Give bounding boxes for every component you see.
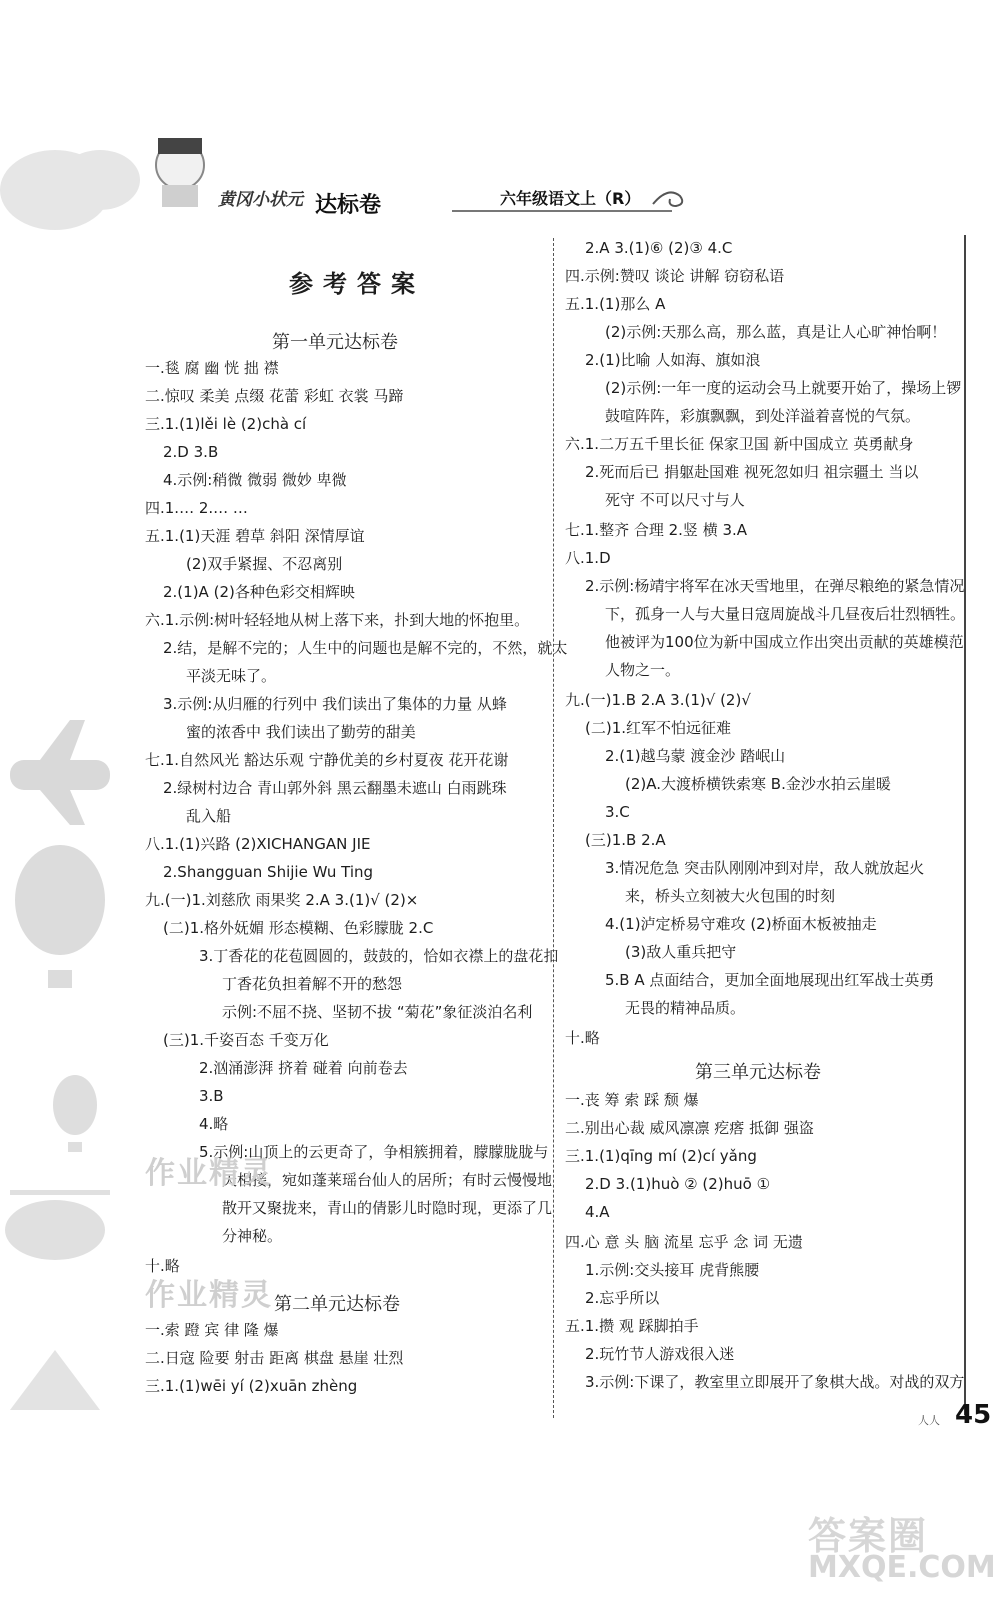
watermark-text: 作业精灵 <box>145 1278 273 1313</box>
unit1-line: 3.B <box>199 1087 224 1105</box>
unit2-line: 二.日寇 险要 射击 距离 棋盘 悬崖 壮烈 <box>145 1349 404 1367</box>
unit3-line: 2.玩竹节人游戏很入迷 <box>585 1345 735 1363</box>
unit1-line: (三)1.千姿百态 千变万化 <box>163 1031 329 1049</box>
unit1-line: 2.(1)A (2)各种色彩交相辉映 <box>163 583 355 601</box>
right-margin-border <box>964 235 982 1415</box>
unit2-line: 一.索 蹬 宾 律 隆 爆 <box>145 1321 279 1339</box>
unit1-line: 分神秘。 <box>222 1227 283 1245</box>
mascot-icon <box>140 130 220 210</box>
unit2-cont-line: 无畏的精神品质。 <box>625 999 746 1017</box>
unit1-line: 2.绿树村边合 青山郭外斜 黑云翻墨未遮山 白雨跳珠 <box>163 779 507 797</box>
unit1-line: 2.汹涌澎湃 挤着 碰着 向前卷去 <box>199 1059 408 1077</box>
helicopter-icon <box>5 1190 110 1260</box>
brand-logo: 黄冈小状元 <box>218 190 303 210</box>
unit2-cont-line: 2.(1)比喻 人如海、旗如浪 <box>585 351 761 369</box>
bottom-watermark: 答案圈 <box>808 1514 929 1558</box>
unit1-line: 九.(一)1.刘慈欣 雨果奖 2.A 3.(1)√ (2)× <box>145 891 419 909</box>
unit3-line: 三.1.(1)qīng mí (2)cí yǎng <box>565 1147 757 1165</box>
unit2-cont-line: (3)敌人重兵把守 <box>625 943 737 961</box>
unit2-cont-line: 2.(1)越乌蒙 渡金沙 踏岷山 <box>605 747 786 765</box>
unit3-line: 2.忘乎所以 <box>585 1289 660 1307</box>
unit3-line: 2.D 3.(1)huò ② (2)huō ① <box>585 1175 771 1193</box>
unit2-cont-line: 4.(1)泸定桥易守难攻 (2)桥面木板被抽走 <box>605 915 877 933</box>
unit1-line: 六.1.示例:树叶轻轻地从树上落下来，扑到大地的怀抱里。 <box>145 611 530 629</box>
unit3-line: 1.示例:交头接耳 虎背熊腰 <box>585 1261 760 1279</box>
unit1-line: (2)双手紧握、不忍离别 <box>186 555 343 573</box>
unit1-line: 蜜的浓香中 我们读出了勤劳的甜美 <box>186 723 416 741</box>
unit1-line: 示例:不屈不挠、坚韧不拔 “菊花”象征淡泊名利 <box>222 1003 533 1021</box>
cloud-icon <box>0 150 140 230</box>
unit2-cont-line: 九.(一)1.B 2.A 3.(1)√ (2)√ <box>565 691 751 709</box>
unit1-line: 三.1.(1)lěi lè (2)chà cí <box>145 415 307 433</box>
unit1-line: 四.1.… 2.… … <box>145 499 248 517</box>
unit2-cont-line: 四.示例:赞叹 谈论 讲解 窃窃私语 <box>565 267 785 285</box>
house-icon <box>10 1350 100 1410</box>
unit2-cont-line: 八.1.D <box>565 549 611 567</box>
hot-air-balloon-icon <box>15 845 105 988</box>
unit2-cont-line: 2.A 3.(1)⑥ (2)③ 4.C <box>585 239 733 257</box>
unit2-cont-line: 他被评为100位为新中国成立作出突出贡献的英雄模范 <box>605 633 964 651</box>
unit1-line: 2.D 3.B <box>163 443 219 461</box>
unit2-cont-line: 六.1.二万五千里长征 保家卫国 新中国成立 英勇献身 <box>565 435 914 453</box>
unit1-line: 4.示例:稍微 微弱 微妙 卑微 <box>163 471 347 489</box>
swirl-icon <box>648 184 688 214</box>
unit1-line: 2.结，是解不完的；人生中的问题也是解不完的，不然，就太 <box>163 639 568 657</box>
watermark-text: 作业精灵 <box>145 1156 273 1191</box>
unit2-cont-line: 来，桥头立刻被大火包围的时刻 <box>625 887 836 905</box>
unit1-line: 4.略 <box>199 1115 229 1133</box>
unit2-cont-line: 5.B A 点面结合，更加全面地展现出红军战士英勇 <box>605 971 935 989</box>
main-title: 参考答案 <box>289 269 425 298</box>
unit1-line: 3.丁香花的花苞圆圆的，鼓鼓的，恰如衣襟上的盘花扣 <box>199 947 559 965</box>
unit1-line: 七.1.自然风光 豁达乐观 宁静优美的乡村夏夜 花开花谢 <box>145 751 509 769</box>
unit3-line: 五.1.攒 观 踩脚拍手 <box>565 1317 699 1335</box>
unit2-cont-line: 3.C <box>605 803 630 821</box>
small-balloon-icon <box>53 1075 97 1152</box>
unit2-cont-line: (二)1.红军不怕远征难 <box>585 719 732 737</box>
unit2-cont-line: 3.情况危急 突击队刚刚冲到对岸，敌人就放起火 <box>605 859 925 877</box>
header-underline <box>452 210 672 212</box>
unit1-line: 丁香花负担着解不开的愁怨 <box>222 975 403 993</box>
unit1-title: 第一单元达标卷 <box>272 332 398 353</box>
unit2-cont-line: 人物之一。 <box>605 661 681 679</box>
unit1-line: 平淡无味了。 <box>186 667 277 685</box>
unit2-cont-line: (三)1.B 2.A <box>585 831 666 849</box>
airplane-icon <box>10 720 110 825</box>
unit2-cont-line: 死守 不可以尺寸与人 <box>605 491 745 509</box>
unit2-cont-line: 十.略 <box>565 1029 600 1047</box>
page-number: 45 <box>955 1400 992 1430</box>
unit2-cont-line: 下，孤身一人与大量日寇周旋战斗几昼夜后壮烈牺牲。 <box>605 605 966 623</box>
unit3-line: 二.别出心裁 威风凛凛 疙瘩 抵御 强盗 <box>565 1119 814 1137</box>
unit1-line: (二)1.格外妩媚 形态模糊、色彩朦胧 2.C <box>163 919 434 937</box>
unit2-cont-line: 2.死而后已 捐躯赴国难 视死忽如归 祖宗疆土 当以 <box>585 463 919 481</box>
unit2-cont-line: 2.示例:杨靖宇将军在冰天雪地里，在弹尽粮绝的紧急情况 <box>585 577 965 595</box>
unit2-cont-line: 七.1.整齐 合理 2.竖 横 3.A <box>565 521 748 539</box>
unit1-line: 5.示例:山顶上的云更奇了，争相簇拥着，朦朦胧胧与 <box>199 1143 549 1161</box>
footer-small-text: 人人 <box>918 1414 940 1427</box>
unit1-line: 二.惊叹 柔美 点缀 花蕾 彩虹 衣裳 马蹄 <box>145 387 404 405</box>
unit2-line: 三.1.(1)wēi yí (2)xuān zhèng <box>145 1377 358 1395</box>
unit1-line: 乱入船 <box>186 807 232 825</box>
unit2-cont-line: (2)A.大渡桥横铁索寒 B.金沙水拍云崖暖 <box>625 775 891 793</box>
unit2-cont-line: 鼓喧阵阵，彩旗飘飘，到处洋溢着喜悦的气氛。 <box>605 407 921 425</box>
unit1-line: 五.1.(1)天涯 碧草 斜阳 深情厚谊 <box>145 527 365 545</box>
bottom-watermark-url: MXQE.COM <box>808 1550 996 1585</box>
unit2-title: 第二单元达标卷 <box>274 1294 400 1315</box>
column-divider <box>553 238 554 1418</box>
unit3-line: 四.心 意 头 脑 流星 忘乎 念 词 无遗 <box>565 1233 803 1251</box>
unit2-cont-line: (2)示例:一年一度的运动会马上就要开始了，操场上锣 <box>605 379 962 397</box>
unit1-line: 八.1.(1)兴路 (2)XICHANGAN JIE <box>145 835 371 853</box>
unit3-title: 第三单元达标卷 <box>695 1062 821 1083</box>
unit1-line: 天相接，宛如蓬莱瑶台仙人的居所；有时云慢慢地 <box>222 1171 553 1189</box>
subject-label: 六年级语文上（R） <box>500 189 641 208</box>
margin-decoration <box>0 120 140 1420</box>
unit1-line: 散开又聚拢来，青山的倩影儿时隐时现，更添了几 <box>222 1199 553 1217</box>
unit3-line: 4.A <box>585 1203 610 1221</box>
unit3-line: 一.丧 筹 索 踩 颓 爆 <box>565 1091 699 1109</box>
brand-suffix: 达标卷 <box>315 193 382 218</box>
unit1-line: 3.示例:从归雁的行列中 我们读出了集体的力量 从蜂 <box>163 695 507 713</box>
unit3-line: 3.示例:下课了，教室里立即展开了象棋大战。对战的双方 <box>585 1373 965 1391</box>
unit1-line: 2.Shangguan Shijie Wu Ting <box>163 863 374 881</box>
unit2-cont-line: 五.1.(1)那么 A <box>565 295 666 313</box>
unit1-line: 十.略 <box>145 1257 180 1275</box>
unit1-line: 一.毯 腐 幽 恍 拙 襟 <box>145 359 279 377</box>
unit2-cont-line: (2)示例:天那么高，那么蓝，真是让人心旷神怡啊！ <box>605 323 947 341</box>
